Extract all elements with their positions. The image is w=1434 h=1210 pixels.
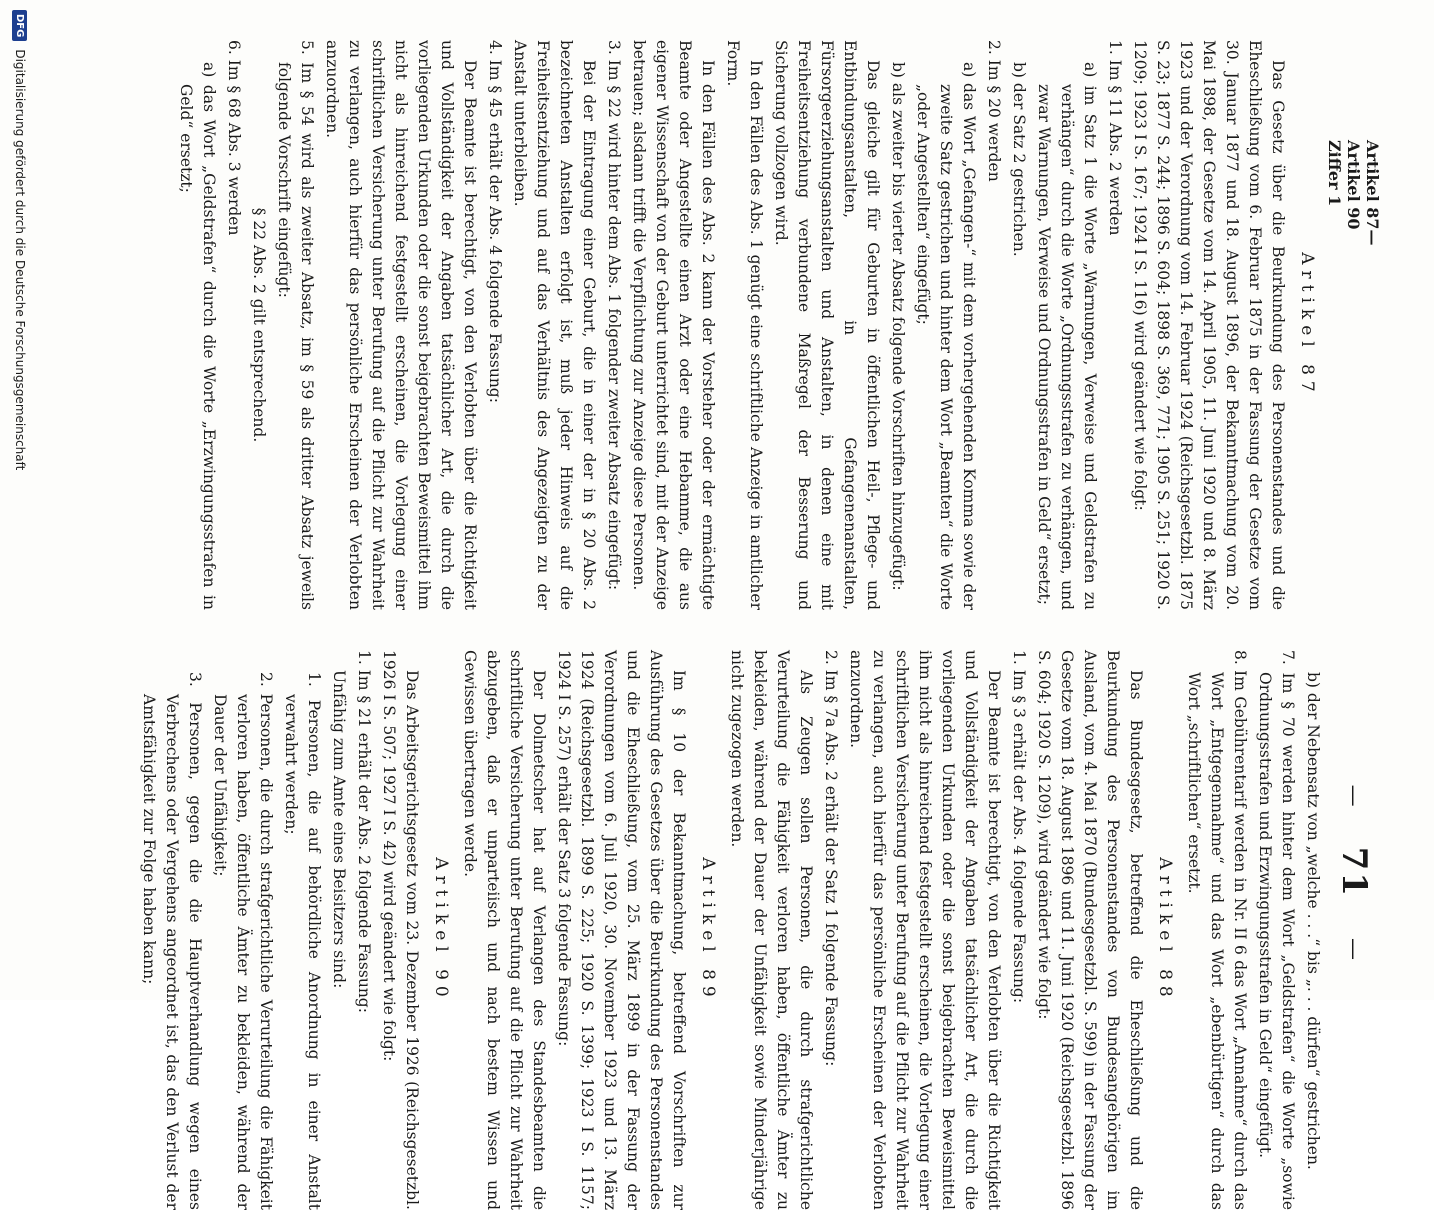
numbered-item: 4. Im § 45 erhält der Abs. 4 folgende Fassung: <box>486 40 504 403</box>
paragraph: Das Arbeitsgerichtsgesetz vom 23. Dezember 1926 (Reichsgesetzbl. 1926 I S. 507; 1927 I S. 42) wird geändert wie folgt: <box>380 650 421 1210</box>
paragraph: Das Bundesgesetz, betreffend die Eheschließung und die Beurkundung des Personenstandes von Bundesangehörigen im Ausland, vom 4. Mai 1870 (Bundesgesetzbl. S. 599) in der Fassung der Gesetze vom 18. August 1896 und 11. Juni 1920 (Reichsgesetzbl. 1896 S. 604; 1920 S. 1209), wird geändert wie folgt: <box>1035 650 1145 1210</box>
dash-left: — <box>1341 784 1367 807</box>
page-header <box>1325 140 1383 960</box>
numbered-item: 5. Im § 54 wird als zweiter Absatz, im § 59 als dritter Absatz jeweils folgende Vorschrift eingefügt: <box>275 40 316 610</box>
digitization-footer <box>8 10 32 990</box>
sub-item: a) das Wort „Gefangen-“ mit dem vorhergehenden Komma sowie der zweite Satz gestrichen und hinter dem Wort „Beamten“ die Worte „oder Angestellten“ eingefügt; <box>914 62 978 610</box>
article-heading: Artikel 89 <box>698 857 718 1003</box>
numbered-item: 8. Im Gebührentarif werden in Nr. II 6 das Wort „Annahme“ durch das Wort „Entgegennahme“ und das Wort „ebenbürtigen“ durch das Wort „schriftlichen“ ersetzt. <box>1185 650 1249 1210</box>
text-column-right <box>135 650 1324 1210</box>
sub-item: a) das Wort „Geldstrafen“ durch die Worte „Erzwingungsstrafen in Geld“ ersetzt; <box>177 62 218 610</box>
paragraph: Bei der Eintragung einer Geburt, die in einer der in § 20 Abs. 2 bezeichneten Anstalten erfolgt ist, muß jeder Hinweis auf die Freiheitsentziehung und auf das Verhältnis des Angezeigten zu der Anstalt unterbleiben. <box>511 40 598 610</box>
numbered-item: 1. Im § 21 erhält der Abs. 2 folgende Fassung: <box>355 650 373 1013</box>
running-head: Artikel 87—Artikel 90 Ziffer 1 <box>1325 140 1383 246</box>
centered-line: § 22 Abs. 2 gilt entsprechend. <box>250 207 268 443</box>
paragraph: Das gleiche gilt für Geburten in öffentlichen Heil-, Pflege- und Entbindungsanstalten, in Gefangenenanstalten, Fürsorgeerziehungsanstalten und Anstalten, in denen eine mit Freiheitsentziehung verbundene Maßregel der Besserung und Sicherung vollzogen wird. <box>772 40 882 610</box>
paragraph: Als Zeugen sollen Personen, die durch strafgerichtliche Verurteilung die Fähigkeit verloren haben, öffentliche Ämter zu bekleiden, während der Dauer der Unfähigkeit sowie Minderjährige nicht zugezogen werden. <box>728 650 815 1210</box>
paragraph: Im § 10 der Bekanntmachung, betreffend Vorschriften zur Ausführung des Gesetzes über die Beurkundung des Personenstandes und die Eheschließung, vom 25. März 1899 in der Fassung der Verordnungen vom 6. Juli 1920, 30. November 1923 und 13. März 1924 (Reichsgesetzbl. 1899 S. 225; 1920 S. 1399; 1923 I S. 1157; 1924 I S. 257) erhält der Satz 3 folgende Fassung: <box>555 650 688 1210</box>
paragraph: In den Fällen des Abs. 1 genügt eine schriftliche Anzeige in amtlicher Form. <box>724 40 765 610</box>
sub-item: b) als zweiter bis vierter Absatz folgende Vorschriften hinzugefügt: <box>889 62 907 591</box>
article-heading: Artikel 90 <box>431 857 451 1003</box>
numbered-item: 3. Im § 22 wird hinter dem Abs. 1 folgender zweiter Absatz eingefügt: <box>605 40 623 591</box>
dfg-logo: DFG <box>13 10 28 41</box>
paragraph: Der Beamte ist berechtigt, von den Verlobten über die Richtigkeit und Vollständigkeit der Angaben tatsächlicher Art, die durch die vorliegenden Urkunden oder die sonst beigebrachten Beweismittel ihm nicht als hinreichend festgestellt erscheinen, die Vorlegung einer schriftlichen Versicherung unter Berufung auf die Pflicht zur Wahrheit zu verlangen, auch hierfür das persönliche Erscheinen der Verlobten anzuordnen. <box>323 40 479 610</box>
numbered-item: 7. Im § 70 werden hinter dem Wort „Geldstrafen“ die Worte „sowie Ordnungsstrafen und Erzwingungsstrafen in Geld“ eingefügt. <box>1256 650 1297 1210</box>
paragraph: Das Gesetz über die Beurkundung des Personenstandes und die Eheschließung vom 6. Februar 1875 in der Fassung der Gesetze vom 30. Januar 1877 und 18. August 1896, der Bekanntmachung vom 20. Mai 1898, der Gesetze vom 14. April 1905, 11. Juni 1920 und 8. März 1923 und der Verordnung vom 14. Februar 1924 (Reichsgesetzbl. 1875 S. 23; 1877 S. 244; 1896 S. 604; 1898 S. 369, 771; 1905 S. 251; 1920 S. 1209; 1923 I S. 167; 1924 I S. 116) wird geändert wie folgt: <box>1131 40 1287 610</box>
numbered-item: 2. Im § 20 werden <box>985 40 1003 182</box>
page-number-group <box>1334 785 1374 960</box>
paragraph: Der Beamte ist berechtigt, von den Verlobten über die Richtigkeit und Vollständigkeit der Angaben tatsächlicher Art, die durch die vorliegenden Urkunden oder die sonst beigebrachten Beweismittel ihm nicht als hinreichend festgestellt erscheinen, die Vorlegung einer schriftlichen Versicherung unter Berufung auf die Pflicht zur Wahrheit zu verlangen, auch hierfür das persönliche Erscheinen der Verlobten anzuordnen. <box>847 650 1003 1210</box>
sub-item: b) der Satz 2 gestrichen. <box>1010 62 1028 257</box>
page-number: 71 <box>1334 846 1374 898</box>
sub-item: 2. Personen, die durch strafgerichtliche Verurteilung die Fähigkeit verloren haben, öffentliche Ämter zu bekleiden, während der Dauer der Unfähigkeit; <box>211 672 275 1210</box>
sub-item: 3. Personen, gegen die die Hauptverhandlung wegen eines Verbrechens oder Vergehens angeordnet ist, das den Verlust der Amtsfähigkeit zur Folge haben kann; <box>140 672 204 1210</box>
paragraph: Unfähig zum Amte eines Beisitzers sind: <box>330 670 348 989</box>
numbered-item: 2. Im § 7a Abs. 2 erhält der Satz 1 folgende Fassung: <box>822 650 840 1067</box>
paragraph: In den Fällen des Abs. 2 kann der Vorsteher oder der ermächtigte Beamte oder Angestellte einen Arzt oder eine Hebamme, die aus eigener Wissenschaft von der Geburt unterrichtet sind, mit der Anzeige betrauen; alsdann trifft die Verpflichtung zur Anzeige diese Personen. <box>630 40 717 610</box>
sub-item: b) der Nebensatz von „welche . . .“ bis „. . . dürfen“ gestrichen. <box>1304 672 1322 1170</box>
article-heading: Artikel 87 <box>1297 252 1317 398</box>
article-heading: Artikel 88 <box>1155 857 1175 1003</box>
dash-right: — <box>1341 938 1367 960</box>
text-column-left <box>172 40 1324 610</box>
sub-item: 1. Personen, die auf behördliche Anordnung in einer Anstalt verwahrt werden; <box>282 672 323 1210</box>
numbered-item: 1. Im § 3 erhält der Abs. 4 folgende Fassung: <box>1010 650 1028 1004</box>
paragraph: Der Dolmetscher hat auf Verlangen des Standesbeamten die schriftliche Versicherung unter Berufung auf die Pflicht zur Wahrheit abzugeben, daß er unparteiisch und nach bestem Wissen und Gewissen übertragen werde. <box>461 650 548 1210</box>
numbered-item: 1. Im § 11 Abs. 2 werden <box>1106 40 1124 236</box>
sub-item: a) im Satz 1 die Worte „Warnungen, Verweise und Geldstrafen zu verhängen“ durch die Worte „Ordnungsstrafen zu verhängen, und zwar Warnungen, Verweise und Ordnungsstrafen in Geld“ ersetzt; <box>1035 62 1099 610</box>
numbered-item: 6. Im § 68 Abs. 3 werden <box>225 40 243 236</box>
digitization-credit: Digitalisierung gefördert durch die Deutsche Forschungsgemeinschaft <box>13 49 27 471</box>
